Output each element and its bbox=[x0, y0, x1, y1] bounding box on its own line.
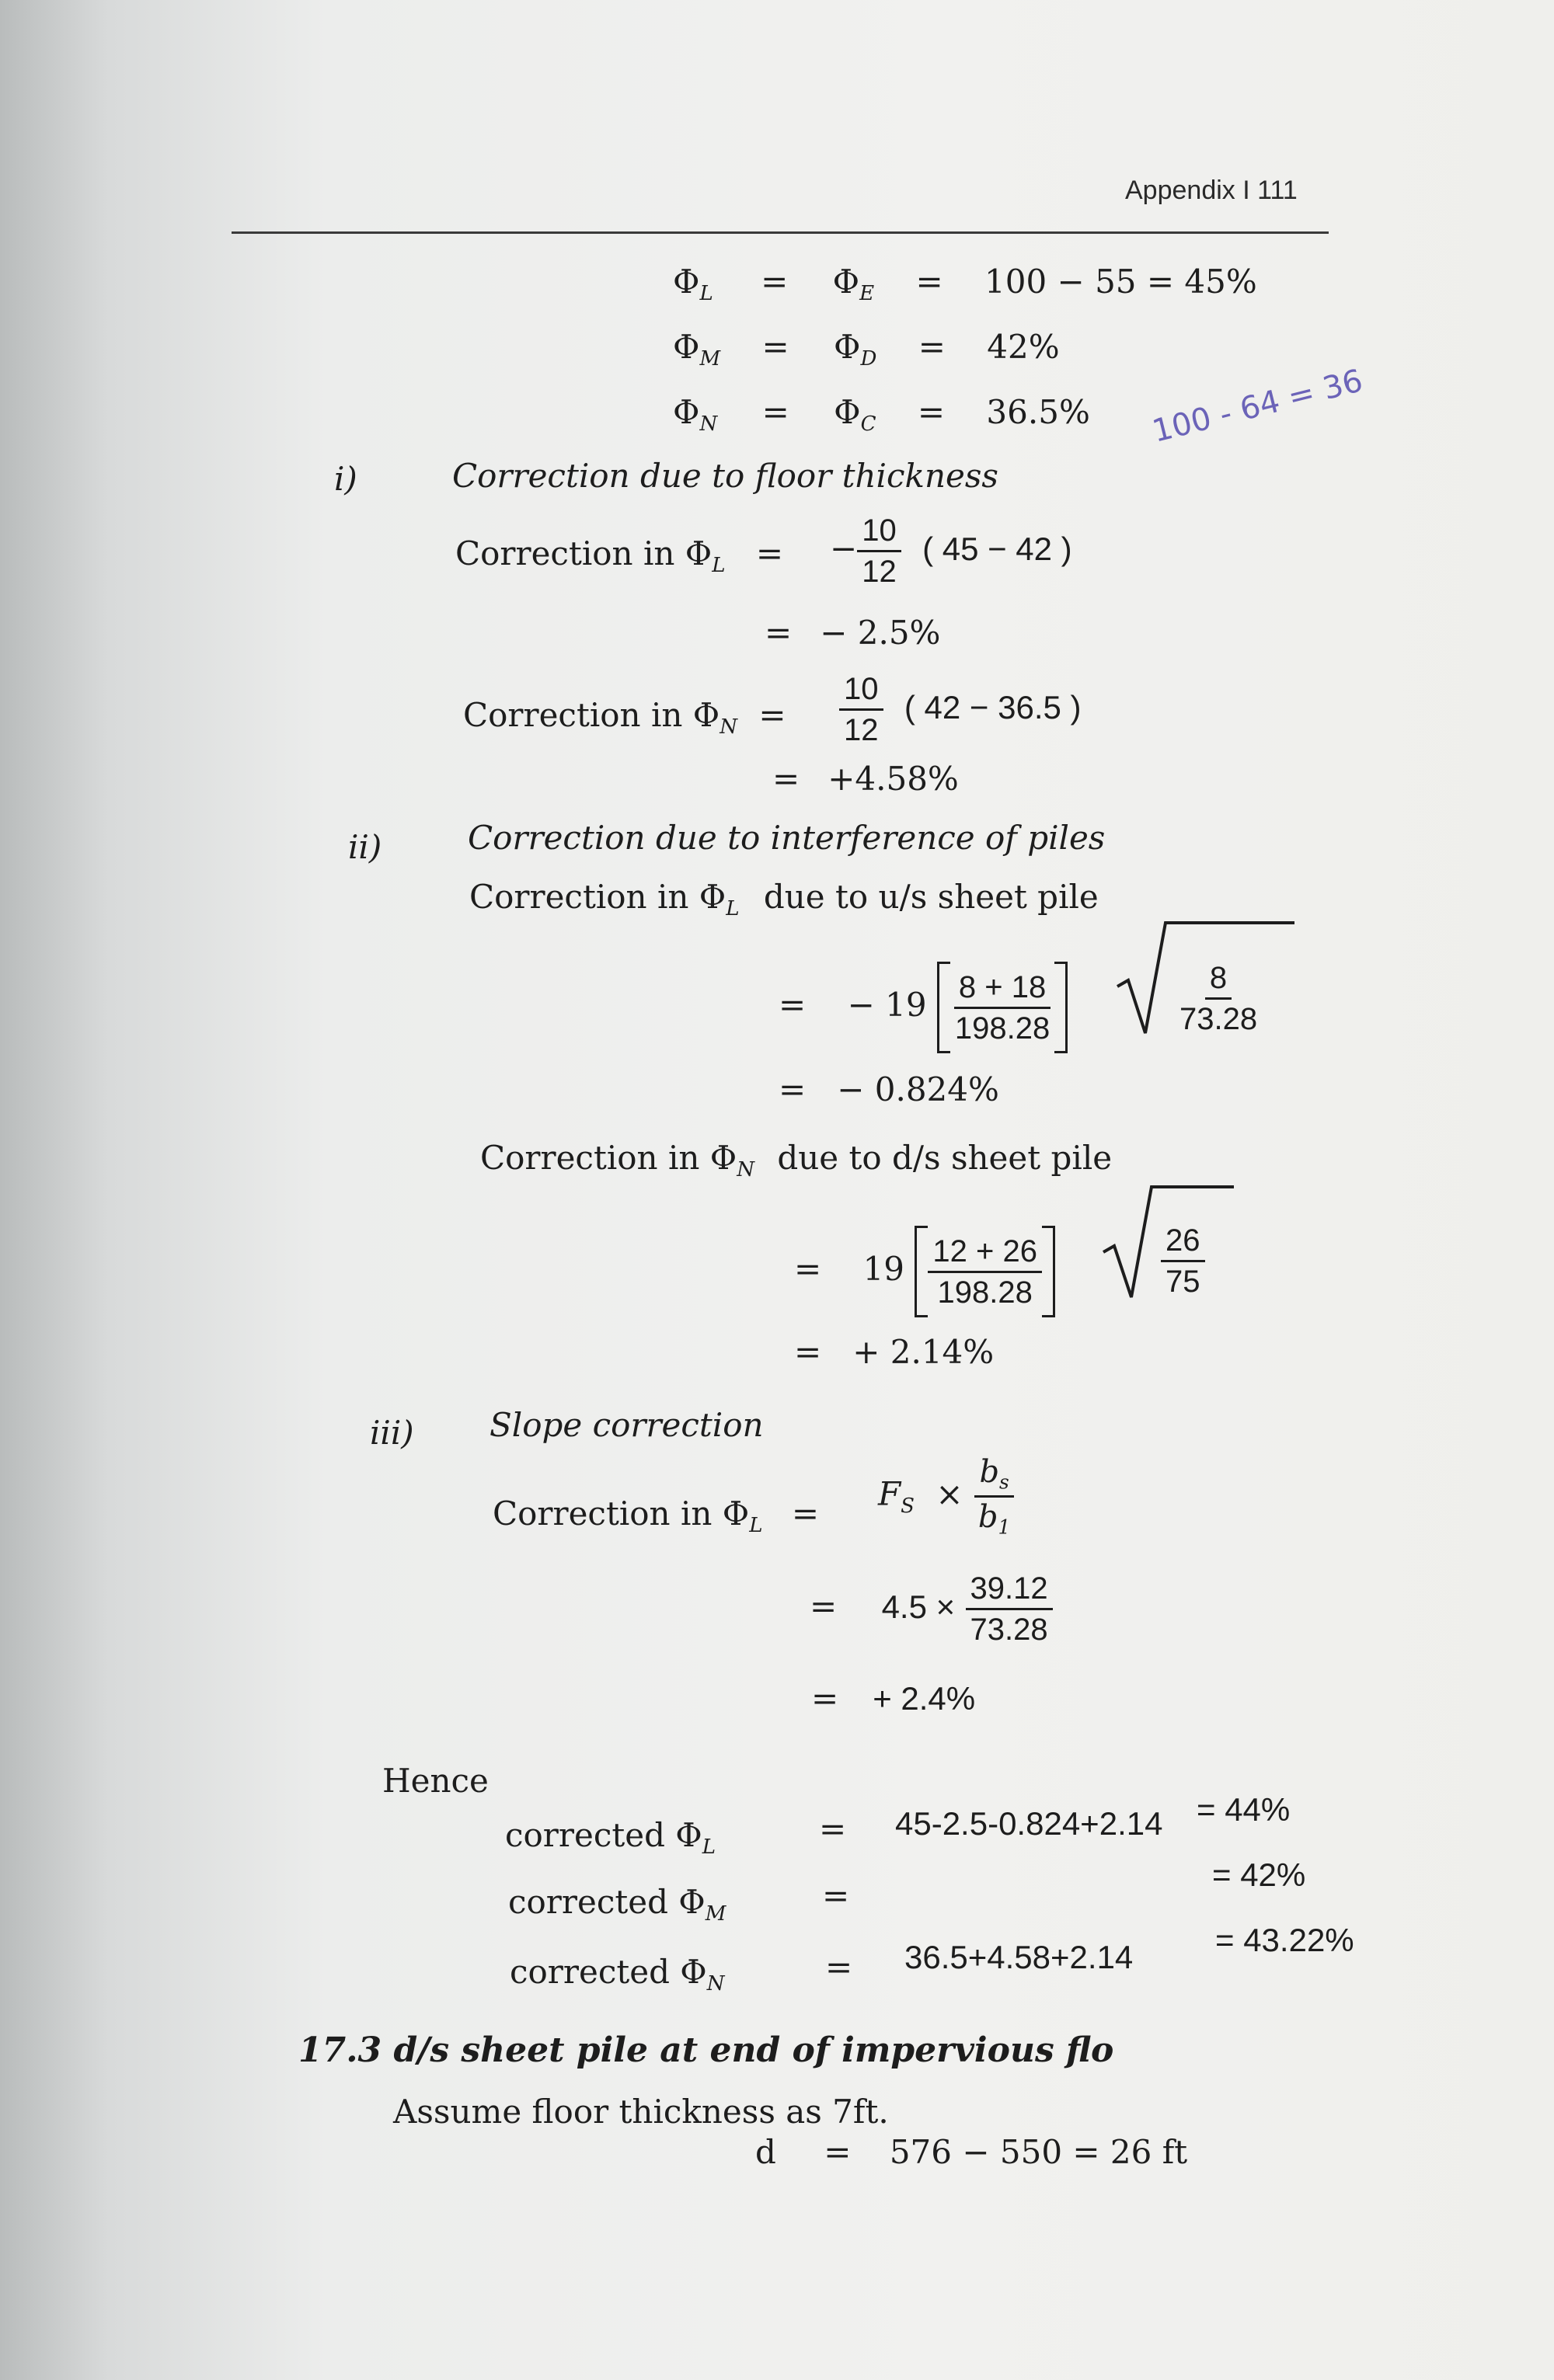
correction-n-result: = +4.58% bbox=[772, 760, 959, 798]
d-equation: d = 576 − 550 = 26 ft bbox=[755, 2133, 1188, 2171]
corrected-n-label: corrected $\Phi_N$ bbox=[510, 1953, 725, 1996]
section-marker: iii) bbox=[370, 1414, 414, 1452]
fraction: $\frac{39.12}{73.28}$ bbox=[966, 1571, 1053, 1648]
correction-l-us-result: = − 0.824% bbox=[779, 1070, 999, 1108]
slope-calculation: = 4.5 × $\frac{39.12}{73.28}$ bbox=[810, 1571, 1053, 1648]
corrected-m-result: = 42% bbox=[1212, 1856, 1306, 1893]
fraction: $\frac{b_s}{b_1}$ bbox=[974, 1454, 1015, 1539]
correction-l-label: Correction in $\Phi_L$ = bbox=[455, 534, 784, 578]
slope-result: = + 2.4% bbox=[811, 1679, 976, 1717]
bracket-right bbox=[1042, 1226, 1055, 1317]
phi-n-value: 36.5% bbox=[986, 393, 1090, 431]
correction-l-expression: − $\frac{10}{12}$ ( 45 − 42 ) bbox=[830, 513, 1072, 589]
correction-l-us-expression: = − 19 $\frac{8 + 18}{198.28}$ bbox=[779, 962, 1068, 1053]
correction-n-ds-result: = + 2.14% bbox=[794, 1333, 995, 1371]
section-marker: ii) bbox=[348, 828, 382, 866]
correction-l-us-label: Correction in $\Phi_L$ due to u/s sheet pile bbox=[469, 878, 1099, 921]
page-header: Appendix I 111 bbox=[1125, 176, 1298, 205]
slope-correction-label: Correction in $\Phi_L$ = bbox=[493, 1494, 820, 1538]
hence-label: Hence bbox=[382, 1762, 489, 1800]
correction-n-ds-expression: = 19 $\frac{12 + 26}{198.28}$ bbox=[794, 1226, 1055, 1317]
correction-n-ds-label: Correction in $\Phi_N$ due to d/s sheet pile bbox=[480, 1139, 1113, 1182]
handwritten-note: 100 - 64 = 36 bbox=[1148, 363, 1367, 450]
bracket-left bbox=[915, 1226, 928, 1317]
root-fraction: $\frac{26}{75}$ bbox=[1161, 1223, 1205, 1300]
assumption-text: Assume floor thickness as 7ft. bbox=[393, 2093, 889, 2131]
corrected-n-result: = 43.22% bbox=[1215, 1922, 1354, 1958]
corrected-l-label: corrected $\Phi_L$ bbox=[505, 1816, 716, 1860]
correction-n-expression: $\frac{10}{12}$ ( 42 − 36.5 ) bbox=[839, 671, 1082, 748]
phi-l-value: 100 − 55 = 45% bbox=[984, 263, 1257, 301]
fraction: $\frac{8 + 18}{198.28}$ bbox=[954, 969, 1051, 1046]
section-heading: 17.3 d/s sheet pile at end of impervious flo bbox=[298, 2030, 1114, 2070]
correction-n-label: Correction in $\Phi_N$ = bbox=[463, 696, 786, 739]
section-title: Correction due to interference of piles bbox=[468, 819, 1106, 857]
section-marker: i) bbox=[334, 460, 357, 498]
corrected-n-calc: 36.5+4.58+2.14 bbox=[904, 1939, 1134, 1975]
bracket-right bbox=[1054, 962, 1068, 1053]
section-title: Slope correction bbox=[490, 1406, 764, 1444]
corrected-l-calc: 45-2.5-0.824+2.14 bbox=[895, 1805, 1163, 1842]
root-fraction: $\frac{8}{73.28}$ bbox=[1179, 961, 1258, 1036]
section-title: Correction due to floor thickness bbox=[452, 457, 998, 495]
phi-n-row: $\Phi_N = \Phi_C = 36.5\%$ bbox=[673, 393, 1090, 437]
phi-m-value: 42% bbox=[987, 328, 1060, 366]
bracket-left bbox=[937, 962, 950, 1053]
header-rule bbox=[232, 231, 1329, 234]
phi-m-row: $\Phi_M = \Phi_D = 42\%$ bbox=[673, 328, 1060, 371]
phi-l-row: $\Phi_L = \Phi_E = 100 - 55 = 45\%$ bbox=[673, 263, 1257, 306]
correction-l-result: = − 2.5% bbox=[765, 614, 941, 652]
book-page: Appendix I 111 $\Phi_L = \Phi_E = 100 - 55 = 45\%$ $\Phi_M = \Phi_D = 42\%$ $\Phi_N = \Phi_C = 36.5\%$ 100 - 64 = 36 i) Correction due to floor thickness Correction in $\Phi_L$ = − $\frac{10}{12}$ ( 45 − 42 ) = − 2.5% Correction in $\Phi_N$ = $\frac{10}{12}$ ( 42 − 36.5 ) = +4.58% ii) Correction due to interference of piles Correction in $\Phi_L$ due to u/s sheet pile = − 19 $\frac{8 + 18}{198.28}$ $\frac{8}{73.28}$ = − 0.824% Correction in $\Phi_N$ due to d/s sheet pile = 19 $\frac{12 + 26}{198.28}$ $\frac{26}{75}$ = + 2.14% iii) Slope correction Correction in $\Phi_L$ = $F_S$ × $\frac{b_s}{b_1}$ = 4.5 × $\frac{39.12}{73.28}$ = + 2.4% Hence corrected $\Phi_L$ = 45-2.5-0.824+2.14 = 44% corrected $\Phi_M$ = = 42% corrected $\Phi_N$ = 36.5+4.58+2.14 = 43.22% 17.3 d/s sheet pile at end of impervious flo Assume floor thickness as 7ft. d = 576 − 550 = 26 ft bbox=[0, 0, 1554, 2380]
fraction: $\frac{10}{12}$ bbox=[839, 671, 883, 748]
slope-formula: $F_S$ × $\frac{b_s}{b_1}$ bbox=[878, 1454, 1015, 1539]
phi-symbol: Φ bbox=[673, 263, 700, 301]
fraction: $\frac{10}{12}$ bbox=[857, 513, 901, 590]
fraction: $\frac{12 + 26}{198.28}$ bbox=[928, 1233, 1042, 1310]
corrected-m-label: corrected $\Phi_M$ bbox=[508, 1883, 726, 1926]
corrected-l-result: = 44% bbox=[1197, 1791, 1291, 1828]
